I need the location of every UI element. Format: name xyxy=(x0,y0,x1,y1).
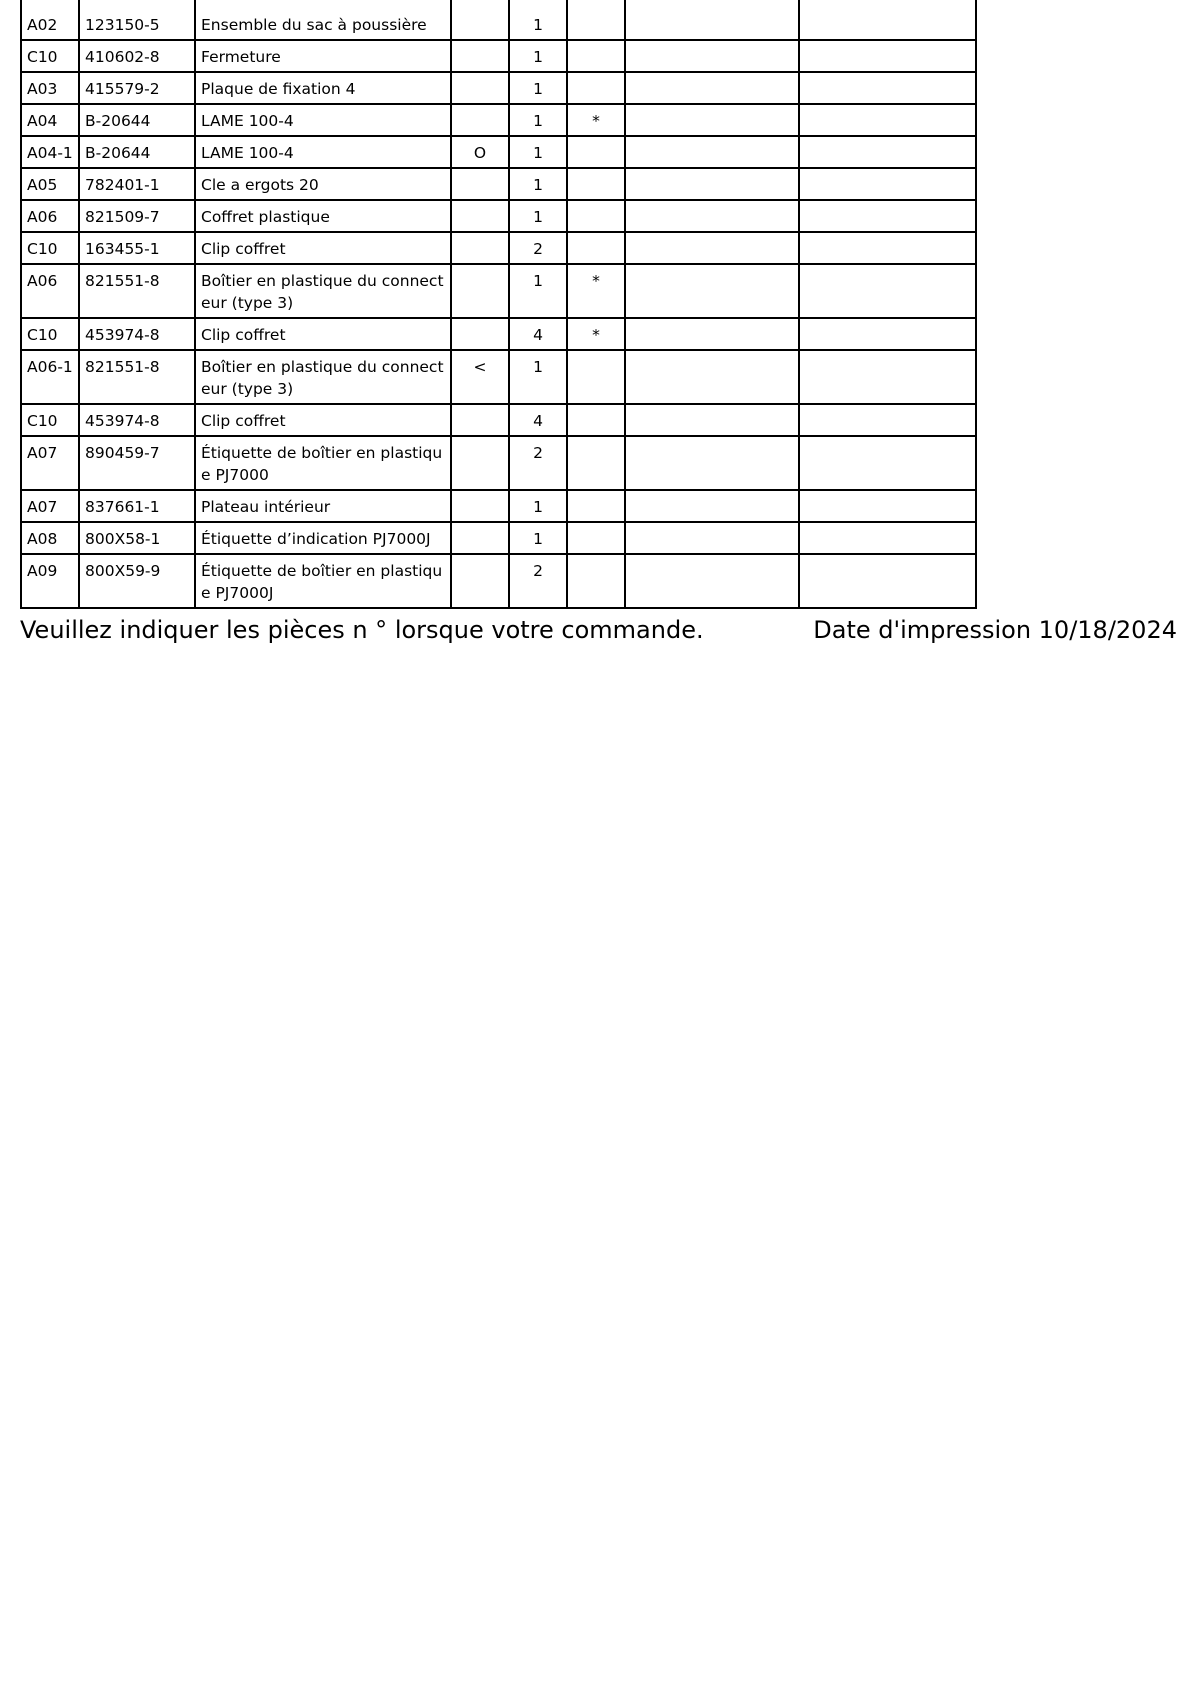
cell-blank-b xyxy=(799,0,976,40)
table-row xyxy=(21,168,976,200)
order-instruction-note: Veuillez indiquer les pièces n ° lorsque votre commande. xyxy=(20,616,704,644)
cell-blank-a xyxy=(625,318,799,350)
parts-table-body xyxy=(21,0,976,608)
cell-blank-b xyxy=(799,318,976,350)
cell-part-number: 800X58-1 xyxy=(79,522,195,554)
cell-blank-a xyxy=(625,264,799,318)
cell-blank-a xyxy=(625,490,799,522)
cell-mark xyxy=(451,168,509,200)
cell-quantity: 1 xyxy=(509,72,567,104)
cell-description: Étiquette de boîtier en plastique PJ7000J xyxy=(195,554,451,608)
cell-description: Clip coffret xyxy=(195,318,451,350)
cell-part-number: 410602-8 xyxy=(79,40,195,72)
cell-ref: A08 xyxy=(21,522,79,554)
cell-note xyxy=(567,490,625,522)
cell-description: Clip coffret xyxy=(195,232,451,264)
cell-ref: A06 xyxy=(21,200,79,232)
cell-blank-a xyxy=(625,200,799,232)
cell-part-number: 123150-5 xyxy=(79,0,195,40)
cell-note xyxy=(567,522,625,554)
cell-part-number: 890459-7 xyxy=(79,436,195,490)
cell-mark xyxy=(451,72,509,104)
cell-quantity: 1 xyxy=(509,264,567,318)
cell-mark xyxy=(451,404,509,436)
cell-description: Étiquette de boîtier en plastique PJ7000 xyxy=(195,436,451,490)
table-row xyxy=(21,436,976,490)
cell-part-number: 782401-1 xyxy=(79,168,195,200)
cell-description: LAME 100-4 xyxy=(195,104,451,136)
cell-description: Cle a ergots 20 xyxy=(195,168,451,200)
cell-ref: C10 xyxy=(21,40,79,72)
cell-mark xyxy=(451,0,509,40)
cell-ref: C10 xyxy=(21,232,79,264)
table-row xyxy=(21,0,976,40)
cell-part-number: 821509-7 xyxy=(79,200,195,232)
cell-note xyxy=(567,40,625,72)
cell-part-number: 163455-1 xyxy=(79,232,195,264)
cell-blank-a xyxy=(625,72,799,104)
cell-part-number: 837661-1 xyxy=(79,490,195,522)
cell-note xyxy=(567,350,625,404)
cell-ref: A02 xyxy=(21,0,79,40)
cell-description: Boîtier en plastique du connecteur (type 3) xyxy=(195,350,451,404)
cell-part-number: 800X59-9 xyxy=(79,554,195,608)
cell-description: LAME 100-4 xyxy=(195,136,451,168)
table-row xyxy=(21,554,976,608)
cell-quantity: 1 xyxy=(509,136,567,168)
cell-note xyxy=(567,200,625,232)
cell-blank-a xyxy=(625,404,799,436)
cell-mark xyxy=(451,436,509,490)
cell-ref: A09 xyxy=(21,554,79,608)
cell-description: Plaque de fixation 4 xyxy=(195,72,451,104)
table-row xyxy=(21,522,976,554)
table-row xyxy=(21,232,976,264)
cell-blank-b xyxy=(799,168,976,200)
cell-note xyxy=(567,436,625,490)
cell-ref: A05 xyxy=(21,168,79,200)
cell-blank-b xyxy=(799,554,976,608)
cell-ref: A04-1 xyxy=(21,136,79,168)
table-row xyxy=(21,490,976,522)
cell-part-number: 415579-2 xyxy=(79,72,195,104)
cell-quantity: 2 xyxy=(509,554,567,608)
cell-quantity: 1 xyxy=(509,0,567,40)
cell-blank-a xyxy=(625,0,799,40)
cell-note xyxy=(567,136,625,168)
table-row xyxy=(21,72,976,104)
cell-mark xyxy=(451,264,509,318)
cell-mark xyxy=(451,40,509,72)
cell-blank-a xyxy=(625,554,799,608)
cell-ref: A06-1 xyxy=(21,350,79,404)
cell-blank-b xyxy=(799,72,976,104)
cell-part-number: 821551-8 xyxy=(79,350,195,404)
cell-quantity: 1 xyxy=(509,40,567,72)
cell-blank-b xyxy=(799,436,976,490)
cell-blank-b xyxy=(799,40,976,72)
cell-blank-a xyxy=(625,104,799,136)
cell-quantity: 1 xyxy=(509,490,567,522)
cell-quantity: 2 xyxy=(509,232,567,264)
cell-quantity: 4 xyxy=(509,318,567,350)
cell-ref: A07 xyxy=(21,490,79,522)
cell-quantity: 1 xyxy=(509,168,567,200)
cell-ref: A07 xyxy=(21,436,79,490)
cell-blank-b xyxy=(799,522,976,554)
cell-blank-a xyxy=(625,232,799,264)
cell-blank-a xyxy=(625,40,799,72)
cell-note xyxy=(567,232,625,264)
cell-quantity: 1 xyxy=(509,104,567,136)
cell-blank-a xyxy=(625,350,799,404)
cell-mark xyxy=(451,554,509,608)
cell-note: * xyxy=(567,264,625,318)
table-row xyxy=(21,264,976,318)
cell-mark: O xyxy=(451,136,509,168)
cell-blank-a xyxy=(625,136,799,168)
cell-quantity: 2 xyxy=(509,436,567,490)
cell-quantity: 1 xyxy=(509,522,567,554)
print-date: Date d'impression 10/18/2024 xyxy=(813,616,1177,644)
cell-description: Ensemble du sac à poussière xyxy=(195,0,451,40)
cell-description: Fermeture xyxy=(195,40,451,72)
cell-mark xyxy=(451,232,509,264)
cell-ref: C10 xyxy=(21,404,79,436)
parts-table xyxy=(20,0,977,609)
cell-ref: A04 xyxy=(21,104,79,136)
cell-part-number: B-20644 xyxy=(79,136,195,168)
cell-description: Clip coffret xyxy=(195,404,451,436)
cell-ref: A06 xyxy=(21,264,79,318)
cell-blank-b xyxy=(799,200,976,232)
cell-quantity: 1 xyxy=(509,200,567,232)
cell-mark xyxy=(451,104,509,136)
cell-mark: < xyxy=(451,350,509,404)
cell-blank-b xyxy=(799,404,976,436)
cell-mark xyxy=(451,200,509,232)
cell-description: Coffret plastique xyxy=(195,200,451,232)
cell-blank-b xyxy=(799,104,976,136)
table-row xyxy=(21,350,976,404)
cell-description: Plateau intérieur xyxy=(195,490,451,522)
cell-part-number: 453974-8 xyxy=(79,404,195,436)
cell-ref: C10 xyxy=(21,318,79,350)
table-row xyxy=(21,136,976,168)
cell-part-number: 821551-8 xyxy=(79,264,195,318)
cell-blank-a xyxy=(625,168,799,200)
cell-blank-b xyxy=(799,136,976,168)
cell-description: Étiquette d’indication PJ7000J xyxy=(195,522,451,554)
cell-note: * xyxy=(567,318,625,350)
cell-mark xyxy=(451,490,509,522)
cell-note xyxy=(567,0,625,40)
cell-note xyxy=(567,404,625,436)
table-row xyxy=(21,104,976,136)
cell-note xyxy=(567,72,625,104)
cell-mark xyxy=(451,522,509,554)
table-row xyxy=(21,40,976,72)
cell-note xyxy=(567,554,625,608)
cell-blank-a xyxy=(625,522,799,554)
cell-description: Boîtier en plastique du connecteur (type 3) xyxy=(195,264,451,318)
cell-blank-b xyxy=(799,264,976,318)
cell-ref: A03 xyxy=(21,72,79,104)
cell-blank-b xyxy=(799,232,976,264)
cell-part-number: 453974-8 xyxy=(79,318,195,350)
cell-note xyxy=(567,168,625,200)
cell-blank-b xyxy=(799,490,976,522)
cell-quantity: 1 xyxy=(509,350,567,404)
table-row xyxy=(21,404,976,436)
cell-mark xyxy=(451,318,509,350)
table-row xyxy=(21,200,976,232)
cell-quantity: 4 xyxy=(509,404,567,436)
table-row xyxy=(21,318,976,350)
cell-note: * xyxy=(567,104,625,136)
cell-part-number: B-20644 xyxy=(79,104,195,136)
cell-blank-b xyxy=(799,350,976,404)
cell-blank-a xyxy=(625,436,799,490)
